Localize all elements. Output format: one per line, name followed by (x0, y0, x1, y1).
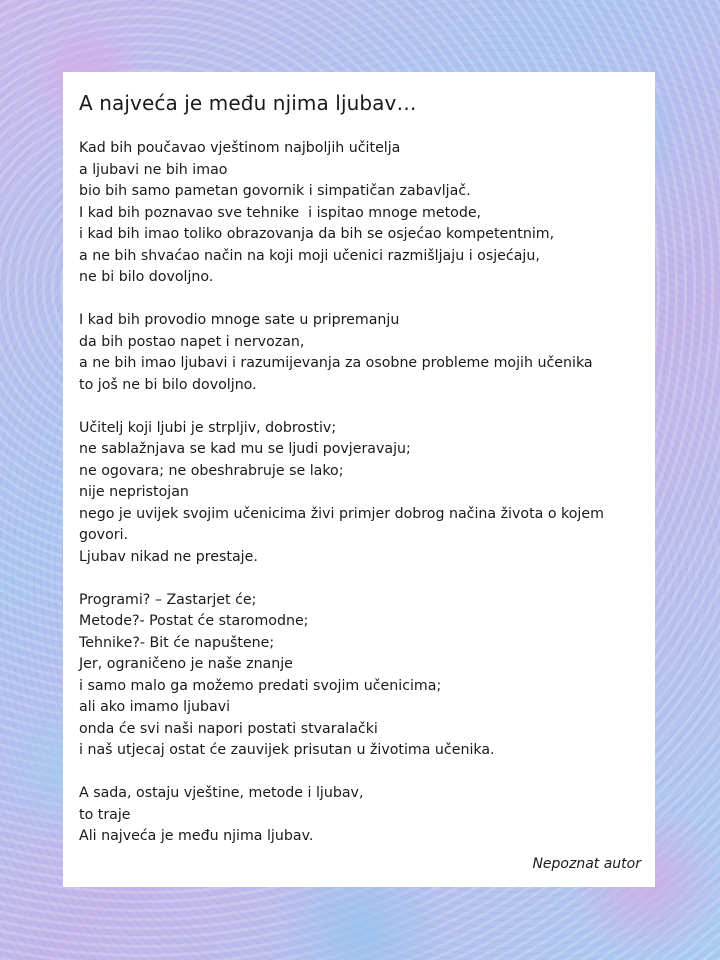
poem-line: Ali najveća je među njima ljubav. (79, 828, 314, 844)
poem-line: da bih postao napet i nervozan, (79, 333, 305, 350)
poem-line: i kad bih imao toliko obrazovanja da bih se osjećao kompetentnim, (79, 226, 555, 242)
poem-line: Programi? – Zastarjet će; (79, 591, 257, 608)
poem-line: bio bih samo pametan govornik i simpatičan zabavljač. (79, 183, 471, 199)
poem-line: Ljubav nikad ne prestaje. (79, 548, 258, 565)
poem-author: Nepoznat autor (532, 856, 641, 872)
poem-line: Učitelj koji ljubi je strpljiv, dobrostiv; (79, 419, 337, 436)
stanza-5 (79, 783, 639, 848)
poem-line: a ne bih imao ljubavi i razumijevanja za osobne probleme mojih učenika (79, 355, 593, 371)
poem-line: A sada, ostaju vještine, metode i ljubav, (79, 785, 364, 801)
poem-line: Tehnike?- Bit će napuštene; (79, 634, 275, 651)
poem-page (63, 72, 655, 887)
poem-line: Jer, ograničeno je naše znanje (79, 656, 293, 672)
poem-line: i naš utjecaj ostat će zauvijek prisutan u životima učenika. (79, 742, 495, 758)
poem-line: ne sablažnjava se kad mu se ljudi povjeravaju; (79, 441, 411, 457)
poem-title: A najveća je među njima ljubav… (79, 91, 417, 115)
poem-line: ne bi bilo dovoljno. (79, 269, 214, 285)
stanza-2 (79, 310, 639, 396)
poem-line: a ne bih shvaćao način na koji moji učenici razmišljaju i osjećaju, (79, 247, 540, 264)
poem-line: onda će svi naši napori postati stvaralački (79, 720, 378, 737)
poem-line: ne ogovara; ne obeshrabruje se lako; (79, 462, 344, 479)
poem-line: I kad bih poznavao sve tehnike i ispitao mnoge metode, (79, 204, 482, 221)
poem-line: to još ne bi bilo dovoljno. (79, 376, 257, 393)
poem-line: a ljubavi ne bih imao (79, 161, 228, 178)
poem-line: I kad bih provodio mnoge sate u pripremanju (79, 312, 400, 328)
poem-line: i samo malo ga možemo predati svojim učenicima; (79, 677, 442, 694)
poem-line: to traje (79, 806, 131, 823)
stanza-3 (79, 418, 639, 569)
poem-line: nego je uvijek svojim učenicima živi primjer dobrog načina života o kojem govori. (79, 505, 604, 543)
poem-line: nije nepristojan (79, 484, 189, 500)
poem-line: Kad bih poučavao vještinom najboljih učitelja (79, 140, 401, 156)
poem-body (79, 138, 639, 848)
poem-line: Metode?- Postat će staromodne; (79, 613, 309, 629)
stanza-1 (79, 138, 639, 289)
poem-line: ali ako imamo ljubavi (79, 699, 231, 715)
stanza-4 (79, 590, 639, 762)
